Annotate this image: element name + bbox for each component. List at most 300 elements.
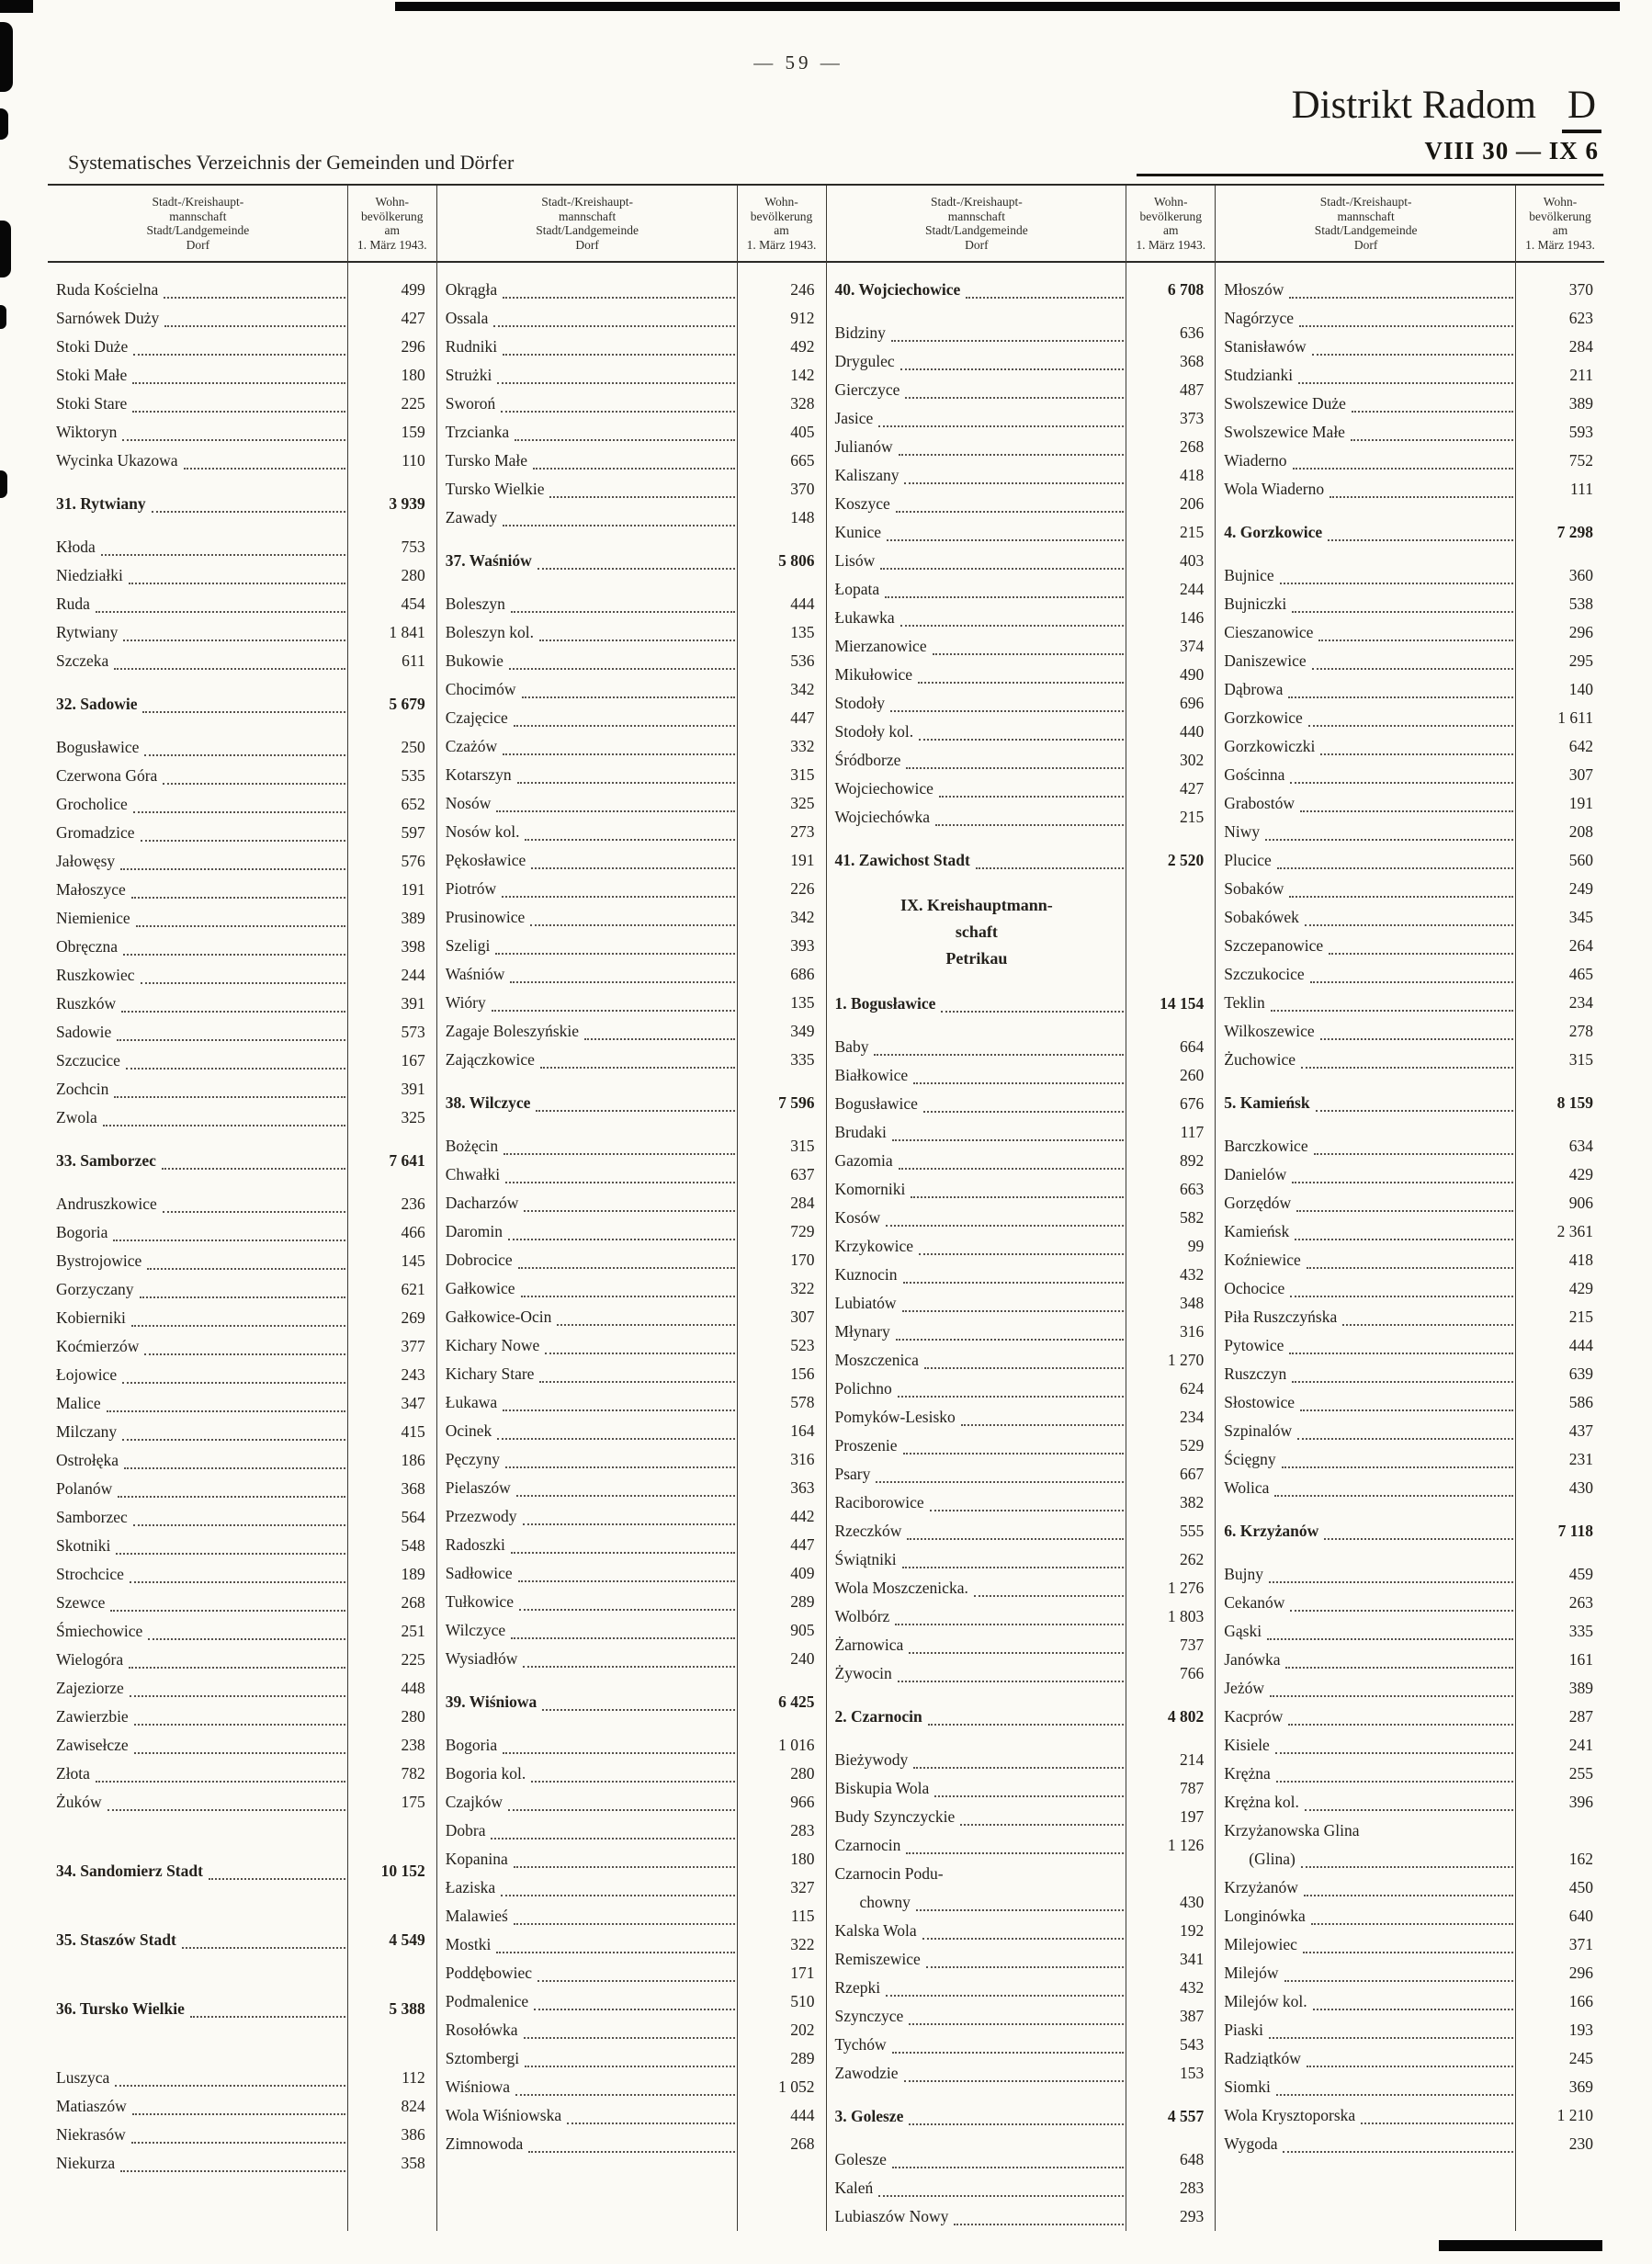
leader-dots	[122, 1432, 345, 1441]
village-row	[1216, 1303, 1604, 1331]
place-name: Piotrów	[445, 879, 497, 898]
place-name: Polanów	[56, 1479, 113, 1498]
place-name-cell	[437, 2016, 738, 2044]
population-value-cell: 251	[401, 1622, 425, 1640]
place-name-cell	[48, 2149, 348, 2178]
leader-dots	[1300, 1403, 1513, 1411]
spacer-row	[48, 475, 436, 490]
gemeinde-row	[48, 690, 436, 719]
leader-dots	[497, 1432, 734, 1440]
population-value-cell: 393	[790, 936, 815, 955]
column-body	[48, 263, 436, 2178]
place-name-cell	[1216, 1674, 1516, 1703]
place-name: Boleszyn kol.	[445, 623, 534, 641]
place-name: Sadowie	[56, 1023, 112, 1041]
village-row	[1216, 960, 1604, 989]
village-row	[827, 1175, 1216, 1204]
place-name: Danielów	[1224, 1165, 1287, 1183]
leader-dots	[503, 290, 734, 299]
place-name: Zimnowoda	[445, 2134, 524, 2153]
place-name: 31. Rytwiany	[56, 494, 146, 513]
header-text-line: Stadt/Landgemeinde	[146, 223, 250, 237]
population-value-cell: 110	[402, 451, 425, 470]
village-row	[1216, 875, 1604, 903]
leader-dots	[974, 1589, 1124, 1597]
place-name: Kłoda	[56, 538, 96, 556]
leader-dots	[96, 605, 345, 613]
population-value-cell: 459	[1568, 1565, 1593, 1583]
village-row	[1216, 276, 1604, 304]
place-name: Bogoria	[445, 1736, 498, 1754]
place-name: 34. Sandomierz Stadt	[56, 1862, 203, 1880]
population-value-cell: 5 806	[778, 551, 815, 570]
population-value-cell: 214	[1180, 1750, 1205, 1769]
village-row	[48, 390, 436, 418]
leader-dots	[1274, 1489, 1513, 1497]
place-name: Zawady	[445, 508, 498, 526]
place-name: Remiszewice	[834, 1950, 921, 1968]
population-value-cell: 499	[401, 280, 425, 299]
population-value-cell: 753	[401, 538, 425, 556]
place-name: Zawisełcze	[56, 1736, 129, 1754]
population-value-cell: 348	[1180, 1294, 1205, 1312]
place-name-cell	[827, 1774, 1127, 1803]
place-name-cell	[827, 1175, 1127, 1204]
place-name-cell	[827, 1403, 1127, 1432]
place-name: Cekanów	[1224, 1593, 1285, 1612]
village-row	[827, 1289, 1216, 1318]
leader-dots	[501, 404, 734, 413]
population-value-cell: 363	[790, 1478, 815, 1497]
leader-dots	[523, 1659, 734, 1668]
leader-dots	[514, 1860, 735, 1868]
leader-dots	[923, 1104, 1124, 1113]
spacer-row	[48, 1175, 436, 1190]
population-value-cell: 225	[401, 1650, 425, 1669]
leader-dots	[120, 862, 345, 870]
population-value-cell: 287	[1568, 1707, 1593, 1726]
place-name: Sadłowice	[445, 1564, 513, 1582]
leader-dots	[122, 433, 345, 441]
place-name-cell	[1216, 1930, 1516, 1959]
population-value-cell: 642	[1568, 737, 1593, 755]
population-value-cell: 405	[790, 423, 815, 441]
population-value-cell: 560	[1568, 851, 1593, 869]
leader-dots	[1284, 1974, 1513, 1982]
village-row	[1216, 989, 1604, 1017]
village-row	[437, 1189, 826, 1217]
village-row	[437, 1588, 826, 1616]
leader-dots	[107, 1803, 345, 1811]
village-row	[48, 1446, 436, 1475]
place-name: Milejowiec	[1224, 1935, 1297, 1953]
village-row	[827, 1746, 1216, 1774]
place-name-cell	[48, 276, 348, 304]
place-name: Łojowice	[56, 1365, 118, 1384]
place-name-cell	[827, 1631, 1127, 1659]
population-value-cell: 444	[790, 594, 815, 613]
leader-dots	[1269, 2031, 1513, 2039]
population-value-cell: 370	[1568, 280, 1593, 299]
spacer-row	[1216, 504, 1604, 518]
leader-dots	[905, 391, 1124, 399]
place-name: Komorniki	[834, 1180, 906, 1198]
column-header-row	[437, 186, 826, 263]
place-name: Sobakówek	[1224, 908, 1299, 926]
place-name: Kuznocin	[834, 1265, 898, 1284]
place-name-cell	[1216, 1873, 1516, 1902]
village-row	[437, 1331, 826, 1360]
district-label: Distrikt Radom	[1291, 84, 1536, 127]
village-row	[827, 490, 1216, 518]
population-value-cell	[1126, 892, 1215, 972]
place-name: Gorzkowiczki	[1224, 737, 1316, 755]
village-row	[1216, 1360, 1604, 1388]
place-name-cell	[827, 803, 1127, 832]
place-name: Szczeka	[56, 651, 109, 670]
place-name-cell	[48, 733, 348, 762]
population-value-cell: 14 154	[1160, 994, 1205, 1013]
header-text-line: mannschaft	[169, 209, 227, 223]
header-text-line: mannschaft	[1337, 209, 1395, 223]
population-value-cell: 170	[790, 1251, 815, 1269]
column-body	[437, 263, 826, 2158]
leader-dots	[511, 605, 735, 613]
leader-dots	[924, 1361, 1124, 1369]
place-name: Zawodzie	[834, 2064, 899, 2082]
leader-dots	[510, 975, 734, 983]
place-name-cell	[1216, 304, 1516, 333]
place-name-cell	[48, 333, 348, 361]
place-name-cell	[48, 1788, 348, 1817]
village-row	[437, 1845, 826, 1873]
leader-dots	[909, 1646, 1124, 1654]
spacer-row	[48, 1817, 436, 1857]
place-name-cell	[48, 1731, 348, 1760]
place-name-cell	[1216, 1246, 1516, 1274]
place-name-cell	[437, 1303, 738, 1331]
place-name: 40. Wojciechowice	[834, 280, 961, 299]
place-name: 6. Krzyżanów	[1224, 1522, 1319, 1540]
gemeinde-row	[827, 1703, 1216, 1731]
village-row	[48, 1304, 436, 1332]
place-name: Chwałki	[445, 1165, 501, 1183]
population-value-cell: 234	[1568, 993, 1593, 1012]
population-value-cell: 396	[1568, 1793, 1593, 1811]
place-name-cell	[48, 762, 348, 790]
village-row	[1216, 304, 1604, 333]
leader-dots	[126, 1061, 345, 1070]
place-name-cell	[437, 447, 738, 475]
village-row	[827, 2031, 1216, 2059]
place-name-cell	[827, 1033, 1127, 1061]
village-row	[1216, 475, 1604, 504]
place-name-cell	[48, 1703, 348, 1731]
population-value-cell: 538	[1568, 594, 1593, 613]
place-name: Strochcice	[56, 1565, 124, 1583]
leader-dots	[911, 1190, 1124, 1198]
leader-dots	[1292, 605, 1513, 613]
place-name-cell	[437, 390, 738, 418]
population-value-cell: 686	[790, 965, 815, 983]
place-name: Gierczyce	[834, 380, 900, 399]
village-row	[48, 1275, 436, 1304]
place-name: Podmalenice	[445, 1992, 529, 2010]
village-row	[437, 1645, 826, 1673]
leader-dots	[900, 362, 1125, 370]
population-value-cell: 192	[1180, 1921, 1205, 1940]
leader-dots	[118, 1489, 345, 1498]
leader-dots	[1267, 1632, 1513, 1640]
place-name: Wilczyce	[445, 1621, 506, 1639]
scan-artifact	[0, 305, 6, 329]
place-name: 3. Golesze	[834, 2107, 904, 2125]
village-row	[48, 1361, 436, 1389]
spacer-row	[48, 518, 436, 533]
population-value-cell: 115	[790, 1907, 815, 1925]
place-name-cell	[827, 689, 1127, 718]
place-name: Stodoły	[834, 694, 885, 712]
leader-dots	[960, 1817, 1124, 1826]
village-row	[437, 1502, 826, 1531]
population-value-cell: 262	[1180, 1550, 1205, 1568]
leader-dots	[528, 2145, 734, 2153]
header-text-line: mannschaft	[947, 209, 1005, 223]
place-name-cell	[48, 390, 348, 418]
leader-dots	[517, 775, 735, 784]
place-name-cell	[48, 618, 348, 647]
leader-dots	[133, 347, 345, 356]
place-name: Boleszyn	[445, 594, 505, 613]
place-name: Złota	[56, 1764, 90, 1783]
leader-dots	[496, 1945, 734, 1953]
place-name: Kosów	[834, 1208, 881, 1227]
village-row	[48, 1389, 436, 1418]
population-value-cell: 283	[790, 1821, 815, 1840]
leader-dots	[182, 1941, 345, 1949]
header-text-line: Stadt-/Kreishaupt-	[1319, 195, 1412, 209]
village-row	[437, 818, 826, 846]
place-name: Luszyca	[56, 2068, 110, 2087]
place-name-cell	[827, 2031, 1127, 2059]
header-text-line: Wohn-	[375, 195, 409, 209]
population-value-cell: 442	[790, 1507, 815, 1525]
village-row	[48, 1018, 436, 1047]
population-value-cell: 7 298	[1556, 523, 1593, 541]
leader-dots	[503, 347, 734, 356]
place-name-cell	[48, 418, 348, 447]
population-value-cell: 307	[790, 1307, 815, 1326]
village-row	[1216, 333, 1604, 361]
leader-dots	[1304, 1888, 1513, 1896]
population-value-cell: 429	[1568, 1279, 1593, 1297]
village-row	[1216, 1589, 1604, 1617]
population-value-cell: 2 520	[1167, 851, 1205, 869]
place-name-cell	[48, 1104, 348, 1132]
leader-dots	[919, 1247, 1124, 1255]
leader-dots	[511, 1631, 734, 1639]
village-row	[437, 304, 826, 333]
leader-dots	[1276, 2088, 1513, 2096]
population-value-cell: 640	[1568, 1907, 1593, 1925]
leader-dots	[891, 334, 1124, 342]
population-value-cell: 159	[401, 423, 425, 441]
leader-dots	[503, 1746, 734, 1754]
place-name-cell	[827, 990, 1127, 1018]
place-name-cell	[1216, 1388, 1516, 1417]
population-value-cell: 4 802	[1167, 1707, 1205, 1726]
place-name-cell	[437, 1017, 738, 1046]
village-row	[827, 575, 1216, 604]
header-text-line: Dorf	[965, 237, 989, 252]
village-row	[437, 2044, 826, 2073]
place-name: Sarnówek Duży	[56, 309, 160, 327]
village-row	[827, 775, 1216, 803]
leader-dots	[501, 1888, 734, 1896]
leader-dots	[503, 1403, 734, 1411]
population-value-cell: 342	[790, 680, 815, 698]
place-name: Kaliszany	[834, 466, 900, 484]
population-value-cell: 639	[1568, 1364, 1593, 1383]
place-name-cell	[1216, 675, 1516, 704]
leader-dots	[907, 1532, 1124, 1540]
leader-dots	[909, 2017, 1124, 2025]
leader-dots	[1276, 1774, 1513, 1783]
leader-dots	[521, 1289, 735, 1297]
village-row	[1216, 1617, 1604, 1646]
village-row	[437, 1274, 826, 1303]
leader-dots	[492, 1003, 735, 1012]
spacer-row	[1216, 547, 1604, 561]
population-value-cell: 135	[790, 993, 815, 1012]
population-value-cell: 234	[1180, 1408, 1205, 1426]
village-row	[1216, 561, 1604, 590]
place-name-cell	[1216, 1902, 1516, 1930]
place-name-cell	[1216, 2130, 1516, 2158]
leader-dots	[898, 1389, 1125, 1398]
place-name: Baby	[834, 1037, 869, 1056]
place-name: 35. Staszów Stadt	[56, 1930, 176, 1949]
place-name: Bogoria	[56, 1223, 108, 1241]
village-row	[437, 932, 826, 960]
population-value-cell: 296	[401, 337, 425, 356]
place-name: Biskupia Wola	[834, 1779, 930, 1797]
village-row	[827, 1489, 1216, 1517]
place-name-cell	[1216, 1788, 1516, 1817]
place-name-cell	[827, 2002, 1127, 2031]
place-name-cell	[1216, 1445, 1516, 1474]
leader-dots	[918, 675, 1124, 684]
header-population-cell	[1126, 186, 1215, 261]
place-name: Wolica	[1224, 1478, 1270, 1497]
village-row	[437, 1046, 826, 1074]
village-row	[827, 1232, 1216, 1261]
place-name: 5. Kamieńsk	[1224, 1093, 1310, 1112]
leader-dots	[1311, 1917, 1513, 1925]
leader-dots	[496, 804, 734, 812]
header-text-line: Stadt-/Kreishaupt-	[541, 195, 633, 209]
village-row	[1216, 1646, 1604, 1674]
place-name-cell	[437, 1959, 738, 1987]
population-value-cell: 409	[790, 1564, 815, 1582]
place-name: Rzepki	[834, 1978, 881, 1997]
place-name-cell	[437, 818, 738, 846]
village-row	[437, 1017, 826, 1046]
village-row	[827, 2202, 1216, 2231]
village-row	[437, 418, 826, 447]
leader-dots	[899, 1161, 1125, 1170]
place-name: Szeligi	[445, 936, 491, 955]
population-value-cell: 142	[790, 366, 815, 384]
place-name-cell	[437, 1760, 738, 1788]
place-name-cell	[437, 1873, 738, 1902]
place-name: Lubiatów	[834, 1294, 897, 1312]
village-row	[437, 1531, 826, 1559]
leader-dots	[134, 1717, 345, 1726]
leader-dots	[537, 561, 735, 570]
place-name-cell	[1216, 1760, 1516, 1788]
leader-dots	[144, 1347, 345, 1355]
village-row	[827, 1318, 1216, 1346]
place-name: Niekurza	[56, 2154, 116, 2172]
leader-dots	[584, 1032, 734, 1040]
gemeinde-row	[827, 2102, 1216, 2131]
village-row	[1216, 1160, 1604, 1189]
place-name-cell	[48, 1389, 348, 1418]
header-text-line: Wohn-	[1154, 195, 1188, 209]
place-name: Obręczna	[56, 937, 119, 956]
place-name-cell	[437, 875, 738, 903]
leader-dots	[523, 1517, 735, 1525]
spacer-row	[48, 1885, 436, 1926]
leader-dots	[1328, 533, 1513, 541]
village-row	[827, 1659, 1216, 1688]
place-name: Wola Krysztoporska	[1224, 2106, 1356, 2124]
place-name: Jałowęsy	[56, 852, 116, 870]
place-name-cell	[1216, 932, 1516, 960]
leader-dots	[1305, 1803, 1513, 1811]
population-value-cell: 621	[401, 1280, 425, 1298]
place-name: Poddębowiec	[445, 1964, 533, 1982]
place-name: Raciborowice	[834, 1493, 924, 1511]
place-name: Kaleń	[834, 2179, 874, 2197]
village-row	[827, 1631, 1216, 1659]
place-name-cell	[48, 1503, 348, 1532]
place-name-cell	[437, 1089, 738, 1117]
place-name-cell	[827, 1574, 1127, 1602]
leader-dots	[1296, 1204, 1513, 1212]
place-name: Krężna	[1224, 1764, 1271, 1783]
village-row	[48, 1418, 436, 1446]
village-row	[48, 2064, 436, 2092]
place-name: Łukawa	[445, 1393, 498, 1411]
population-value-cell: 148	[790, 508, 815, 526]
place-name-cell	[827, 1803, 1127, 1831]
header-place-cell	[827, 186, 1127, 261]
population-value-cell: 302	[1180, 751, 1205, 769]
village-row	[437, 1303, 826, 1331]
leader-dots	[900, 618, 1125, 627]
village-row	[48, 276, 436, 304]
population-value-cell: 289	[790, 2049, 815, 2067]
population-value-cell: 637	[790, 1165, 815, 1183]
village-row	[48, 1475, 436, 1503]
population-value-cell: 6 708	[1167, 280, 1205, 299]
population-value-cell: 374	[1180, 637, 1205, 655]
place-name: Piaski	[1224, 2021, 1264, 2039]
place-name: Młynary	[834, 1322, 890, 1341]
place-name-cell	[827, 1860, 1127, 1888]
